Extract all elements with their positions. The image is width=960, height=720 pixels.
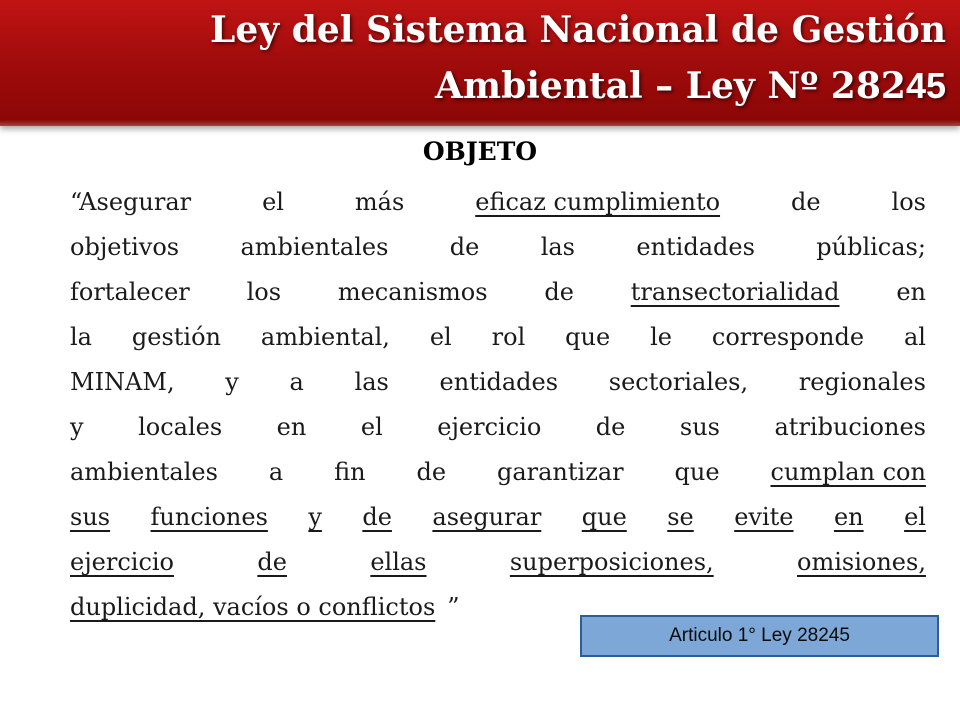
quote-word: de xyxy=(449,233,480,261)
quote-word: la xyxy=(70,323,92,351)
quote-word: garantizar xyxy=(496,458,624,486)
underlined-word: omisiones, xyxy=(797,548,926,576)
quote-word: sus xyxy=(679,413,720,441)
quote-line xyxy=(70,407,926,452)
slide-title-line-1: Ley del Sistema Nacional de Gestión xyxy=(210,9,946,51)
quote-word: regionales xyxy=(798,368,926,396)
quote-word: fin xyxy=(334,458,366,486)
quote-word: MINAM, xyxy=(70,368,175,396)
quote-word: los xyxy=(891,188,926,216)
quote-line xyxy=(70,362,926,407)
quote-word: ambiental, xyxy=(260,323,390,351)
quote-word: ambientales xyxy=(240,233,389,261)
underlined-word: que xyxy=(581,503,627,531)
title-banner xyxy=(0,0,960,126)
quote-word: rol xyxy=(491,323,526,351)
quote-word: gestión xyxy=(131,323,221,351)
quote-word: el xyxy=(360,413,383,441)
underlined-phrase: transectorialidad xyxy=(630,278,840,306)
quote-word: mecanismos xyxy=(337,278,488,306)
quote-word: a xyxy=(268,458,284,486)
slide-title-line-2 xyxy=(435,64,946,108)
quote-word: fortalecer xyxy=(70,278,190,306)
underlined-word: de xyxy=(362,503,392,531)
underlined-word: y xyxy=(308,503,322,531)
quote-line xyxy=(70,317,926,362)
quote-word: y xyxy=(225,368,239,396)
underlined-word: ellas xyxy=(370,548,427,576)
quote-line xyxy=(70,542,926,587)
quote-word: en xyxy=(896,278,926,306)
quote-word: que xyxy=(565,323,611,351)
underlined-word: el xyxy=(904,503,926,531)
quote-word: de xyxy=(544,278,574,306)
underlined-phrase: duplicidad, vacíos o conflictos xyxy=(70,593,436,621)
quote-word: y xyxy=(70,413,84,441)
quote-word: “Asegurar xyxy=(70,188,192,216)
underlined-word: sus xyxy=(70,503,111,531)
quote-word: públicas; xyxy=(816,233,926,261)
quote-word: sectoriales, xyxy=(608,368,749,396)
underlined-word: ejercicio xyxy=(70,548,175,576)
underlined-word: funciones xyxy=(150,503,268,531)
quote-word: las xyxy=(540,233,575,261)
quote-line xyxy=(70,182,926,227)
quote-line xyxy=(70,227,926,272)
quote-line xyxy=(70,497,926,542)
quote-word: al xyxy=(904,323,926,351)
quote-word: entidades xyxy=(439,368,559,396)
closing-quote-mark: ” xyxy=(447,593,460,621)
quote-word: en xyxy=(276,413,307,441)
citation-box: Articulo 1° Ley 28245 xyxy=(580,615,939,657)
quote-word: más xyxy=(354,188,405,216)
objective-quote xyxy=(70,182,926,632)
quote-line xyxy=(70,452,926,497)
quote-word: el xyxy=(262,188,284,216)
quote-word: de xyxy=(791,188,821,216)
underlined-word: en xyxy=(833,503,864,531)
quote-word: atribuciones xyxy=(774,413,926,441)
underlined-word: evite xyxy=(734,503,794,531)
underlined-phrase: cumplan con xyxy=(770,458,926,486)
quote-word: que xyxy=(674,458,720,486)
underlined-word: superposiciones, xyxy=(509,548,714,576)
quote-word: ambientales xyxy=(70,458,218,486)
underlined-phrase: eficaz cumplimiento xyxy=(475,188,721,216)
quote-word: objetivos xyxy=(70,233,180,261)
underlined-word: se xyxy=(667,503,694,531)
quote-word: el xyxy=(429,323,452,351)
section-heading: OBJETO xyxy=(422,137,538,166)
quote-word: de xyxy=(416,458,447,486)
slide-title-line-2-main: Ambiental – Ley Nº 282 xyxy=(435,65,906,107)
slide-title-line-2-suffix: 45 xyxy=(905,65,946,106)
quote-word: corresponde xyxy=(711,323,865,351)
quote-word: las xyxy=(354,368,389,396)
quote-word: locales xyxy=(138,413,223,441)
quote-word: los xyxy=(246,278,282,306)
underlined-word: asegurar xyxy=(432,503,542,531)
quote-line xyxy=(70,272,926,317)
quote-word: entidades xyxy=(636,233,755,261)
quote-word: le xyxy=(650,323,672,351)
quote-word: de xyxy=(595,413,626,441)
quote-word: a xyxy=(289,368,304,396)
quote-word: ejercicio xyxy=(437,413,542,441)
underlined-word: de xyxy=(257,548,287,576)
